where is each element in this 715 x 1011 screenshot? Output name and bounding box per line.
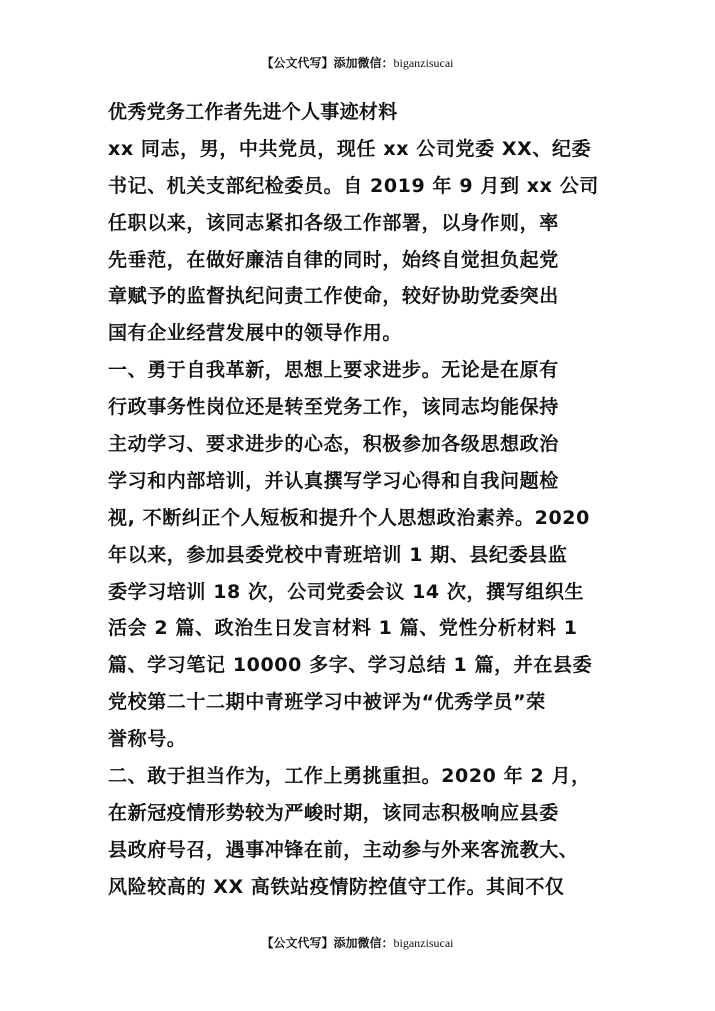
- body-line: 委学习培训 18 次，公司党委会议 14 次，撰写组织生: [108, 580, 585, 603]
- body-line: 书记、机关支部纪检委员。自 2019 年 9 月到 xx 公司: [108, 174, 599, 197]
- body-line: 国有企业经营发展中的领导作用。: [108, 322, 403, 345]
- body-line: 誉称号。: [108, 728, 187, 751]
- body-line: 党校第二十二期中青班学习中被评为“优秀学员”荣: [108, 691, 546, 714]
- body-line: 活会 2 篇、政治生日发言材料 1 篇、党性分析材料 1: [108, 617, 578, 640]
- body-line: 在新冠疫情形势较为严峻时期，该同志积极响应县委: [108, 801, 559, 824]
- section-heading-line: 一、勇于自我革新，思想上要求进步。无论是在原有: [108, 359, 559, 382]
- body-line: 县政府号召，遇事冲锋在前，主动参与外来客流教大、: [108, 838, 579, 861]
- body-line: 主动学习、要求进步的心态，积极参加各级思想政治: [108, 433, 559, 456]
- body-line: 行政事务性岗位还是转至党务工作，该同志均能保持: [108, 396, 559, 419]
- body-line: 篇、学习笔记 10000 多字、学习总结 1 篇，并在县委: [108, 654, 593, 677]
- footer-wechat-id: biganzisucai: [393, 936, 454, 950]
- body-line: 先垂范，在做好廉洁自律的同时，始终自觉担负起党: [108, 248, 559, 271]
- body-line: 任职以来，该同志紧扣各级工作部署，以身作则，率: [108, 211, 559, 234]
- page-header: [0, 56, 715, 70]
- section-heading-line: 二、敢于担当作为，工作上勇挑重担。2020 年 2 月，: [108, 765, 591, 788]
- body-line: 学习和内部培训，并认真撰写学习心得和自我问题检: [108, 469, 559, 492]
- body-line: 风险较高的 XX 高铁站疫情防控值守工作。其间不仅: [108, 875, 565, 898]
- header-label: 【公文代写】添加微信：: [261, 56, 394, 70]
- header-wechat-id: biganzisucai: [393, 56, 454, 70]
- body-line: 章赋予的监督执纪问责工作使命，较好协助党委突出: [108, 285, 559, 308]
- footer-label: 【公文代写】添加微信：: [261, 936, 394, 950]
- body-line: xx 同志，男，中共党员，现任 xx 公司党委 XX、纪委: [108, 137, 592, 160]
- page-footer: [0, 936, 715, 950]
- body-line: 视, 不断纠正个人短板和提升个人思想政治素养。2020: [108, 506, 590, 529]
- document-title: 优秀党务工作者先进个人事迹材料: [108, 101, 398, 123]
- document-body: [108, 94, 608, 906]
- body-line: 年以来，参加县委党校中青班培训 1 期、县纪委县监: [108, 543, 568, 566]
